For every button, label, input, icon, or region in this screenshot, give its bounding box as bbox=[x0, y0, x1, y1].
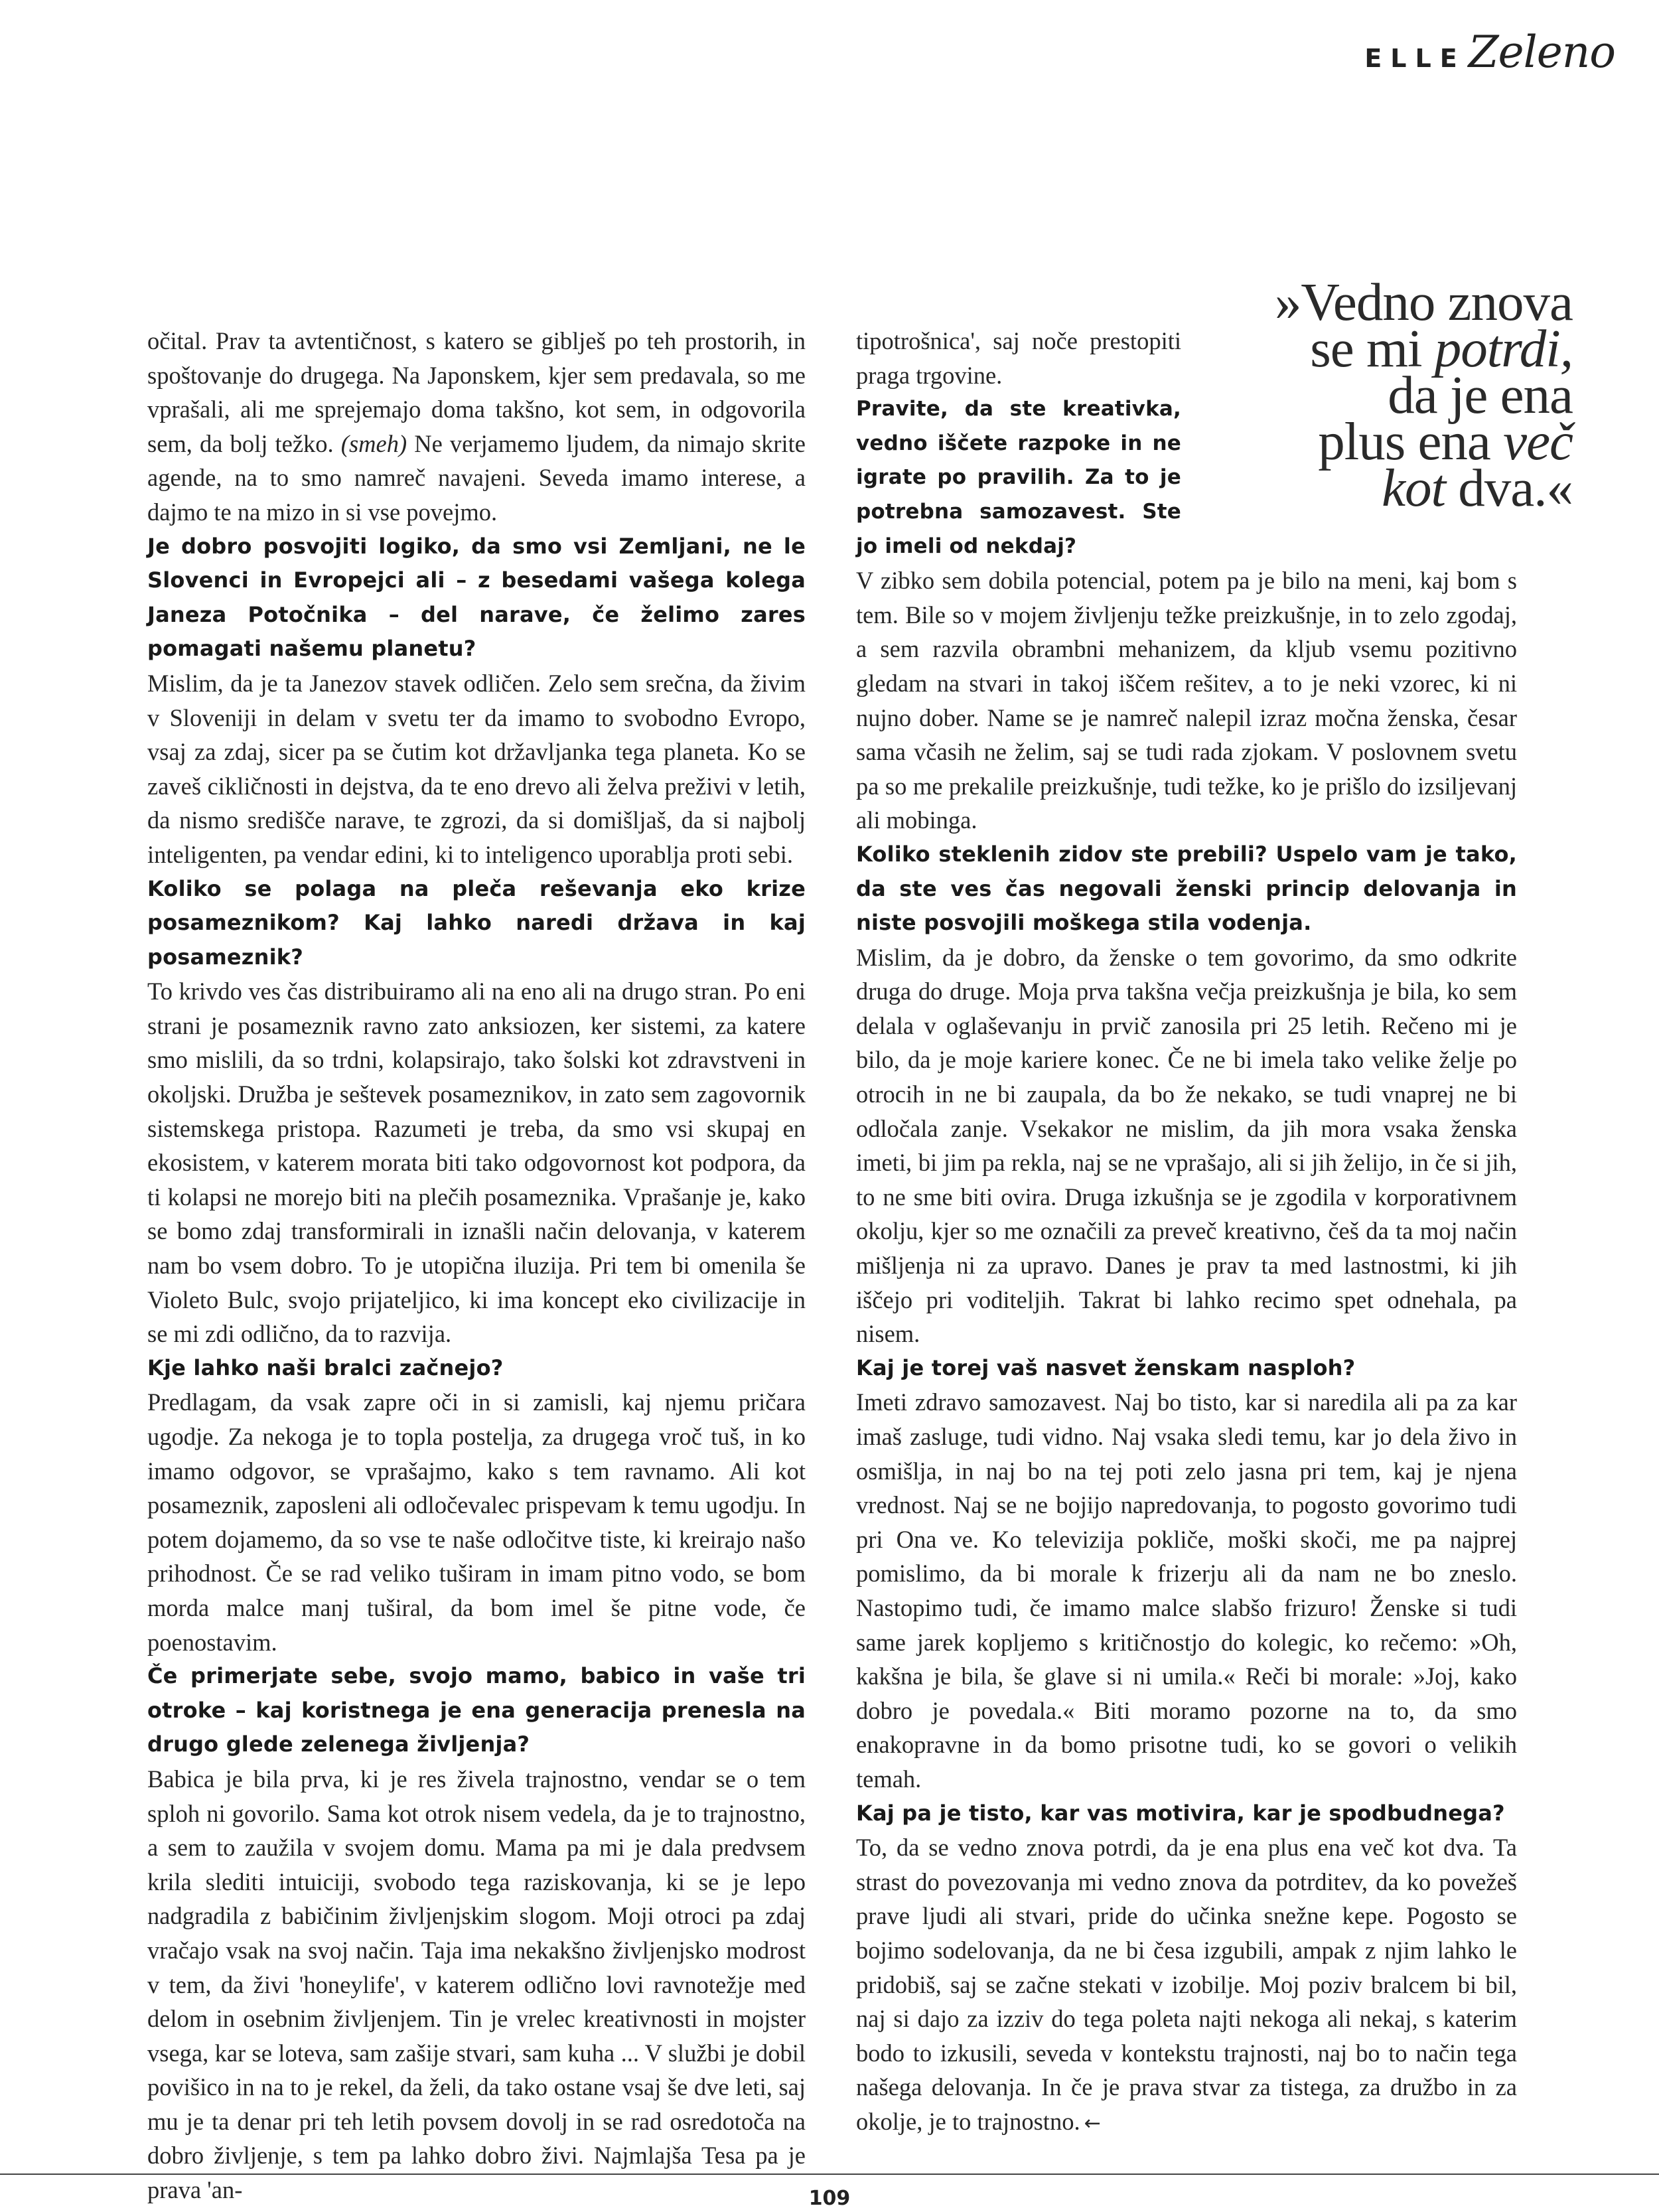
answer-paragraph: očital. Prav ta avtentičnost, s katero se giblješ po teh prostorih, in spoštovanje do drugega. Na Japonskem, kjer sem predavala, so me vprašali, ali me sprejemajo doma takšno, kot sem, in odgovorila sem, da bolj težko. (smeh) Ne verjamemo ljudem, da nimajo skrite agende, na to smo namreč navajeni. Seveda imamo interese, a dajmo te na mizo in si vse povejmo. bbox=[147, 327, 806, 526]
interview-question: Koliko steklenih zidov ste prebili? Uspelo vam je tako, da ste ves čas negovali ženski princip delovanja in niste posvojili moškega stila vodenja. bbox=[856, 841, 1517, 936]
interview-question: Koliko se polaga na pleča reševanja eko krize posameznikom? Kaj lahko naredi država in kaj posameznik? bbox=[147, 875, 806, 970]
answer-paragraph: tipotrošnica', saj noče prestopiti praga trgovine. bbox=[856, 327, 1181, 389]
answer-paragraph: Imeti zdravo samozavest. Naj bo tisto, kar si naredila ali pa za kar imaš zasluge, tudi vidno. Naj vsaka sledi temu, kar jo dela živo in osmišlja, in naj bo na tej poti zelo jasna pri tem, kaj je njena vrednost. Naj se ne bojijo napredovanja, to pogosto govorimo tudi pri Ona ve. Ko televizija pokliče, moški skoči, me pa najprej pomislimo, da bi morale k frizerju ali da nam ne bo zneslo. Nastopimo tudi, če imamo malce slabšo frizuro! Ženske si tudi same jarek kopljemo s kritičnostjo do kolegic, ko rečemo: »Oh, kakšna je bila, še glave si ni umila.« Reči bi morale: »Joj, kako dobro je povedala.« Biti moramo pozorne na to, da smo enakopravne in da bomo prisotne tudi, ko se govori o velikih temah. bbox=[856, 1388, 1517, 1793]
brand-logo: ELLE bbox=[1364, 44, 1466, 73]
answer-paragraph: V zibko sem dobila potencial, potem pa je bilo na meni, kaj bom s tem. Bile so v mojem življenju težke preizkušnje, in to zelo zgodaj, a sem razvila obrambni mehanizem, da kljub vsemu pozitivno gledam na stvari in takoj iščem rešitev, a to je neki vzorec, ki ni nujno dober. Name se je namreč nalepil izraz močna ženska, česar sama včasih ne želim, saj se tudi rada zjokam. V poslovnem svetu pa so me prekalile preizkušnje, tudi težke, ko je prišlo do izsiljevanj ali mobinga. bbox=[856, 567, 1517, 834]
right-column bbox=[856, 324, 1517, 2140]
interview-question: Pravite, da ste kreativka, vedno iščete razpoke in ne igrate po pravilih. Za to je potrebna samozavest. Ste jo imeli od nekdaj? bbox=[856, 397, 1181, 558]
end-mark-icon: ← bbox=[1084, 2111, 1101, 2135]
interview-question: Če primerjate sebe, svojo mamo, babico in vaše tri otroke – kaj koristnega je ena generacija prenesla na drugo glede zelenega življenja? bbox=[147, 1663, 806, 1757]
answer-paragraph: Mislim, da je dobro, da ženske o tem govorimo, da smo odkrite druga do druge. Moja prva takšna večja preizkušnja je bila, ko sem delala v oglaševanju in prvič zanosila pri 25 letih. Rečeno mi je bilo, da je moje kariere konec. Če ne bi imela tako velike želje po otrocih in ne bi zaupala, da bo že nekako, se tudi vnaprej ne bi odločala zanje. Vsekakor ne mislim, da jih mora vsaka ženska imeti, bi jim pa rekla, naj se ne vprašajo, ali si jih želijo, in če si jih, to ne sme biti ovira. Druga izkušnja se je zgodila v korporativnem okolju, kjer so me označili za preveč kreativno, češ da ta moj način mišljenja ni za upravo. Danes je prav ta med lastnostmi, ki jih iščejo pri voditeljih. Takrat bi lahko recimo spet odnehala, pa nisem. bbox=[856, 943, 1517, 1348]
answer-paragraph: Mislim, da je ta Janezov stavek odličen. Zelo sem srečna, da živim v Sloveniji in delam v svetu ter da imamo to svobodno Evropo, vsaj za zdaj, sicer pa se čutim kot državljanka tega planeta. Ko se zaveš cikličnosti in dejstva, da te eno drevo ali želva preživi v letih, da nismo središče narave, te zgrozi, da si domišljaš, da si najbolj inteligenten, pa vendar edini, ki to inteligenco uporablja proti sebi. bbox=[147, 669, 806, 868]
answer-paragraph: Predlagam, da vsak zapre oči in si zamisli, kaj njemu pričara ugodje. Za nekoga je to topla postelja, za drugega vroč tuš, in ko imamo odgovor, se vprašajmo, kako s tem ravnamo. Ali kot posameznik, zaposleni ali odločevalec prispevam k temu ugodju. In potem dojamemo, da so vse te naše odločitve tiste, ki kreirajo našo prihodnost. Če se rad veliko tuširam in imam pitno vodo, se bom morda malce manj tuširal, da bom imel še pitne vode, če poenostavim. bbox=[147, 1388, 806, 1656]
interview-question: Je dobro posvojiti logiko, da smo vsi Zemljani, ne le Slovenci in Evropejci ali – z besedami vašega kolega Janeza Potočnika – del narave, če želimo zares pomagati našemu planetu? bbox=[147, 533, 806, 662]
answer-paragraph: To, da se vedno znova potrdi, da je ena plus ena več kot dva. Ta strast do povezovanja mi vedno znova da potrditev, da ko povežeš prave ljudi ali stvari, pride do učinka snežne kepe. Pogosto se bojimo sodelovanja, da ne bi česa izgubili, ampak z njim lahko le pridobiš, saj se začne stekati v izobilje. Moj poziv bralcem bi bil, naj si dajo za izziv do tega poleta najti nekoga ali nekaj, s katerim bodo to izkusili, seveda v kontekstu trajnosti, naj bo to način tega našega delovanja. In če je prava stvar za tistega, za družbo in za okolje, je to trajnostno. ← bbox=[856, 1834, 1517, 2135]
section-title: Zeleno bbox=[1468, 27, 1615, 78]
left-column bbox=[147, 324, 806, 2207]
interview-question: Kje lahko naši bralci začnejo? bbox=[147, 1355, 504, 1380]
answer-paragraph: Babica je bila prva, ki je res živela trajnostno, vendar se o tem sploh ni govorilo. Sama kot otrok nisem vedela, da je to trajnostno, a sem to zaužila v svojem domu. Mama pa mi je dala predvsem krila slediti intuiciji, svobodo tega raziskovanja, ki se je lepo nadgradila z babičinim življenjskim slogom. Moji otroci pa zdaj vračajo vsak na svoj način. Taja ima nekakšno življenjsko modrost v tem, da živi 'honeylife', v katerem odlično lovi ravnotežje med delom in osebnim življenjem. Tin je vrelec kreativnosti in mojster vsega, kar se loteva, sam zašije stvari, sam kuha ... V službi je dobil povišico in na to je rekel, da želi, da tako ostane vsaj še dve leti, saj mu je ta denar pri teh letih povsem dovolj in se rad osredotoča na dobro življenje, s tem pa lahko dobro živi. Najmlajša Tesa pa je prava 'an- bbox=[147, 1765, 806, 2204]
page-number: 109 bbox=[808, 2187, 851, 2210]
right-column-intro bbox=[856, 324, 1181, 563]
interview-question: Kaj pa je tisto, kar vas motivira, kar je spodbudnega? bbox=[856, 1800, 1505, 1826]
interview-question: Kaj je torej vaš nasvet ženskam nasploh? bbox=[856, 1355, 1356, 1380]
footer-divider bbox=[0, 2174, 1659, 2175]
magazine-header bbox=[1364, 27, 1615, 78]
pull-quote: »Vedno znova se mi potrdi, da je ena plus ena več kot dva.« bbox=[1274, 272, 1573, 518]
answer-paragraph: To krivdo ves čas distribuiramo ali na eno ali na drugo stran. Po eni strani je posameznik ravno zato anksiozen, ker sistemi, za katere smo mislili, da so trdni, kolapsirajo, tako šolski kot zdravstveni in okoljski. Družba je seštevek posameznikov, in zato sem zagovornik sistemskega pristopa. Razumeti je treba, da smo vsi skupaj en ekosistem, v katerem morata biti tako odgovornost kot podpora, da ti kolapsi ne morejo biti na plečih posameznika. Vprašanje je, kako se bomo zdaj transformirali in iznašli način delovanja, v katerem nam bo vsem dobro. To je utopična iluzija. Pri tem bi omenila še Violeto Bulc, svojo prijateljico, ki ima koncept eko civilizacije in se mi zdi odlično, da to razvija. bbox=[147, 978, 806, 1348]
